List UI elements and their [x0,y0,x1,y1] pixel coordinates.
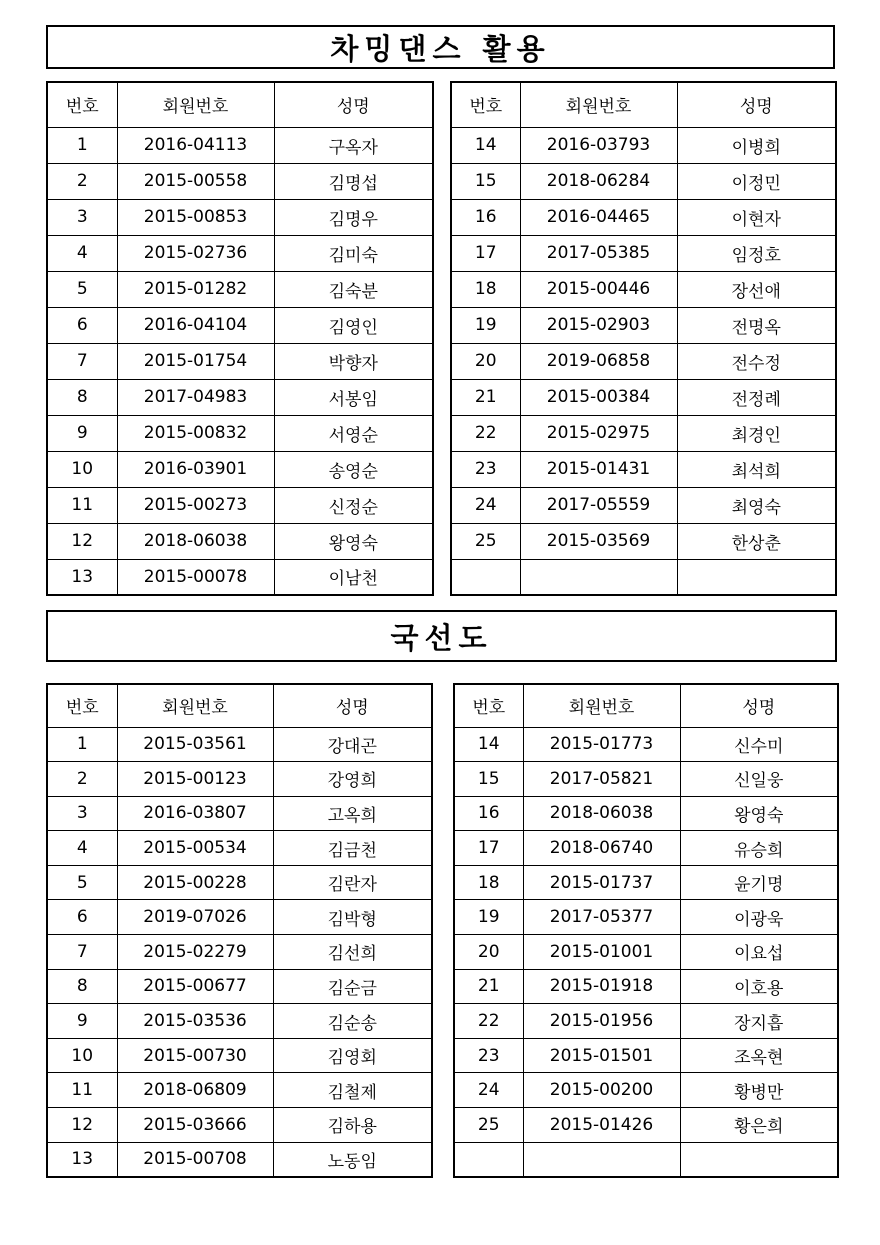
cell-member-id: 2015-03561 [117,727,273,762]
table-row [451,487,836,523]
table-row [451,415,836,451]
cell-member-id: 2015-00832 [117,415,274,451]
cell-member-id [520,559,677,595]
table-row [47,199,433,235]
cell-member-id: 2015-03536 [117,1004,273,1039]
cell-number: 7 [47,343,117,379]
table-row [47,487,433,523]
cell-name: 신수미 [680,727,838,762]
cell-name: 김미숙 [274,235,433,271]
table-header-row [454,684,838,727]
cell-name: 황은희 [680,1108,838,1143]
section-title-gukseondo: 국선도 [46,610,837,662]
table-row [454,900,838,935]
cell-name: 윤기명 [680,865,838,900]
roster-table-gukseondo-right [453,683,839,1178]
cell-name: 서봉임 [274,379,433,415]
cell-member-id: 2015-00853 [117,199,274,235]
table-row [454,796,838,831]
cell-name: 이현자 [677,199,836,235]
cell-name: 김영회 [273,1038,432,1073]
table-header-row [47,684,432,727]
cell-number: 21 [454,969,523,1004]
table-row [451,307,836,343]
cell-name: 강영희 [273,762,432,797]
cell-number: 24 [451,487,520,523]
table-row [454,935,838,970]
table-row [454,865,838,900]
table-row [451,199,836,235]
cell-name: 송영순 [274,451,433,487]
cell-name: 노동임 [273,1142,432,1177]
table-row [451,523,836,559]
cell-number: 15 [451,163,520,199]
table-row [47,865,432,900]
cell-name: 이정민 [677,163,836,199]
table-row [451,271,836,307]
cell-member-id: 2015-00200 [523,1073,680,1108]
cell-number: 9 [47,1004,117,1039]
cell-number: 19 [451,307,520,343]
cell-name: 임정호 [677,235,836,271]
cell-name: 장지흡 [680,1004,838,1039]
cell-number: 1 [47,127,117,163]
table-row [454,969,838,1004]
table-row [47,727,432,762]
cell-name: 이호용 [680,969,838,1004]
cell-name: 김숙분 [274,271,433,307]
table-row [47,1108,432,1143]
table-row [47,935,432,970]
cell-number: 17 [454,831,523,866]
cell-number: 4 [47,235,117,271]
cell-member-id: 2015-00273 [117,487,274,523]
cell-number: 8 [47,379,117,415]
cell-name [680,1142,838,1177]
cell-member-id: 2017-05559 [520,487,677,523]
table-row [47,307,433,343]
cell-number: 3 [47,199,117,235]
header-number: 번호 [47,82,117,127]
cell-name: 최경인 [677,415,836,451]
table-row [47,271,433,307]
cell-member-id: 2015-00730 [117,1038,273,1073]
cell-name: 김철제 [273,1073,432,1108]
cell-number [451,559,520,595]
cell-number: 12 [47,523,117,559]
cell-number: 22 [454,1004,523,1039]
cell-member-id: 2015-01282 [117,271,274,307]
cell-member-id: 2018-06809 [117,1073,273,1108]
cell-number: 12 [47,1108,117,1143]
cell-number: 5 [47,271,117,307]
header-member-id: 회원번호 [523,684,680,727]
cell-number: 9 [47,415,117,451]
cell-name: 김란자 [273,865,432,900]
cell-member-id: 2018-06740 [523,831,680,866]
cell-member-id: 2015-03666 [117,1108,273,1143]
cell-member-id: 2015-01737 [523,865,680,900]
cell-member-id: 2015-01956 [523,1004,680,1039]
cell-number: 5 [47,865,117,900]
cell-number: 13 [47,1142,117,1177]
cell-member-id: 2015-01431 [520,451,677,487]
cell-member-id: 2015-01426 [523,1108,680,1143]
cell-number: 3 [47,796,117,831]
cell-name: 김명섭 [274,163,433,199]
table-row [451,379,836,415]
cell-number: 6 [47,900,117,935]
cell-member-id: 2015-00534 [117,831,273,866]
cell-number: 10 [47,1038,117,1073]
cell-number: 16 [451,199,520,235]
cell-name: 황병만 [680,1073,838,1108]
cell-number: 23 [451,451,520,487]
table-row [47,1142,432,1177]
header-name: 성명 [274,82,433,127]
header-number: 번호 [454,684,523,727]
cell-member-id: 2015-00228 [117,865,273,900]
cell-number: 22 [451,415,520,451]
cell-member-id: 2015-00677 [117,969,273,1004]
cell-member-id: 2017-04983 [117,379,274,415]
cell-number: 11 [47,1073,117,1108]
cell-member-id: 2018-06038 [523,796,680,831]
cell-name: 이광욱 [680,900,838,935]
cell-number: 21 [451,379,520,415]
cell-number: 1 [47,727,117,762]
cell-member-id: 2015-01918 [523,969,680,1004]
cell-name: 고옥희 [273,796,432,831]
table-row [47,127,433,163]
cell-number: 19 [454,900,523,935]
cell-member-id: 2015-00123 [117,762,273,797]
table-header-row [47,82,433,127]
cell-member-id: 2015-01001 [523,935,680,970]
cell-name: 전명옥 [677,307,836,343]
table-row [47,559,433,595]
table-row [454,1004,838,1039]
cell-member-id: 2015-00708 [117,1142,273,1177]
cell-number: 8 [47,969,117,1004]
cell-number: 16 [454,796,523,831]
cell-member-id: 2015-00078 [117,559,274,595]
cell-member-id: 2019-07026 [117,900,273,935]
cell-member-id: 2015-00558 [117,163,274,199]
cell-number [454,1142,523,1177]
cell-name: 전정례 [677,379,836,415]
cell-member-id: 2015-00384 [520,379,677,415]
header-number: 번호 [47,684,117,727]
cell-name: 서영순 [274,415,433,451]
table-row [454,831,838,866]
cell-member-id: 2015-01773 [523,727,680,762]
cell-number: 18 [451,271,520,307]
cell-member-id [523,1142,680,1177]
table-row [47,235,433,271]
cell-member-id: 2015-01754 [117,343,274,379]
cell-name: 김영인 [274,307,433,343]
cell-name [677,559,836,595]
table-row [47,1004,432,1039]
cell-member-id: 2015-02975 [520,415,677,451]
cell-number: 17 [451,235,520,271]
cell-number: 14 [451,127,520,163]
table-row [451,559,836,595]
cell-member-id: 2017-05377 [523,900,680,935]
cell-number: 2 [47,762,117,797]
cell-name: 왕영숙 [680,796,838,831]
table-row [47,1038,432,1073]
header-name: 성명 [677,82,836,127]
cell-member-id: 2015-01501 [523,1038,680,1073]
cell-name: 김금천 [273,831,432,866]
cell-number: 11 [47,487,117,523]
table-header-row [451,82,836,127]
roster-table-charming-dance-left [46,81,434,596]
roster-table-gukseondo-left [46,683,433,1178]
cell-number: 6 [47,307,117,343]
cell-name: 구옥자 [274,127,433,163]
cell-number: 7 [47,935,117,970]
cell-name: 한상춘 [677,523,836,559]
cell-member-id: 2017-05385 [520,235,677,271]
cell-name: 전수정 [677,343,836,379]
cell-number: 13 [47,559,117,595]
header-number: 번호 [451,82,520,127]
cell-member-id: 2016-04465 [520,199,677,235]
cell-name: 박향자 [274,343,433,379]
table-row [454,727,838,762]
header-member-id: 회원번호 [520,82,677,127]
table-row [451,235,836,271]
header-member-id: 회원번호 [117,82,274,127]
table-row [454,1073,838,1108]
cell-member-id: 2016-03793 [520,127,677,163]
table-row [451,451,836,487]
table-row [47,451,433,487]
table-row [451,163,836,199]
cell-name: 유승희 [680,831,838,866]
cell-name: 장선애 [677,271,836,307]
cell-name: 김순금 [273,969,432,1004]
cell-name: 최영숙 [677,487,836,523]
cell-name: 왕영숙 [274,523,433,559]
table-row [47,415,433,451]
table-row [451,127,836,163]
cell-name: 최석희 [677,451,836,487]
table-row [47,523,433,559]
table-row [47,762,432,797]
table-row [454,1142,838,1177]
roster-table-charming-dance-right [450,81,837,596]
table-row [454,1108,838,1143]
header-member-id: 회원번호 [117,684,273,727]
table-row [454,762,838,797]
cell-number: 4 [47,831,117,866]
cell-name: 김선희 [273,935,432,970]
cell-name: 김순송 [273,1004,432,1039]
cell-number: 25 [454,1108,523,1143]
cell-number: 24 [454,1073,523,1108]
cell-number: 15 [454,762,523,797]
cell-member-id: 2015-02279 [117,935,273,970]
cell-name: 김하용 [273,1108,432,1143]
cell-number: 23 [454,1038,523,1073]
cell-member-id: 2017-05821 [523,762,680,797]
cell-name: 이남천 [274,559,433,595]
cell-member-id: 2018-06284 [520,163,677,199]
cell-name: 이요섭 [680,935,838,970]
cell-member-id: 2016-03807 [117,796,273,831]
cell-name: 신정순 [274,487,433,523]
cell-name: 조옥현 [680,1038,838,1073]
cell-member-id: 2015-02903 [520,307,677,343]
cell-number: 14 [454,727,523,762]
table-row [47,900,432,935]
cell-name: 김박형 [273,900,432,935]
cell-member-id: 2018-06038 [117,523,274,559]
cell-number: 20 [451,343,520,379]
cell-name: 이병희 [677,127,836,163]
table-row [47,163,433,199]
header-name: 성명 [273,684,432,727]
table-row [47,1073,432,1108]
table-row [47,831,432,866]
table-row [47,379,433,415]
cell-number: 18 [454,865,523,900]
header-name: 성명 [680,684,838,727]
cell-name: 강대곤 [273,727,432,762]
cell-member-id: 2015-00446 [520,271,677,307]
cell-member-id: 2015-03569 [520,523,677,559]
table-row [451,343,836,379]
table-row [47,796,432,831]
cell-member-id: 2019-06858 [520,343,677,379]
cell-member-id: 2016-04104 [117,307,274,343]
table-row [47,343,433,379]
cell-member-id: 2015-02736 [117,235,274,271]
section-title-charming-dance: 차밍댄스 활용 [46,25,835,69]
cell-member-id: 2016-03901 [117,451,274,487]
cell-number: 2 [47,163,117,199]
cell-name: 김명우 [274,199,433,235]
cell-number: 20 [454,935,523,970]
table-row [47,969,432,1004]
cell-number: 25 [451,523,520,559]
cell-member-id: 2016-04113 [117,127,274,163]
cell-name: 신일웅 [680,762,838,797]
cell-number: 10 [47,451,117,487]
table-row [454,1038,838,1073]
